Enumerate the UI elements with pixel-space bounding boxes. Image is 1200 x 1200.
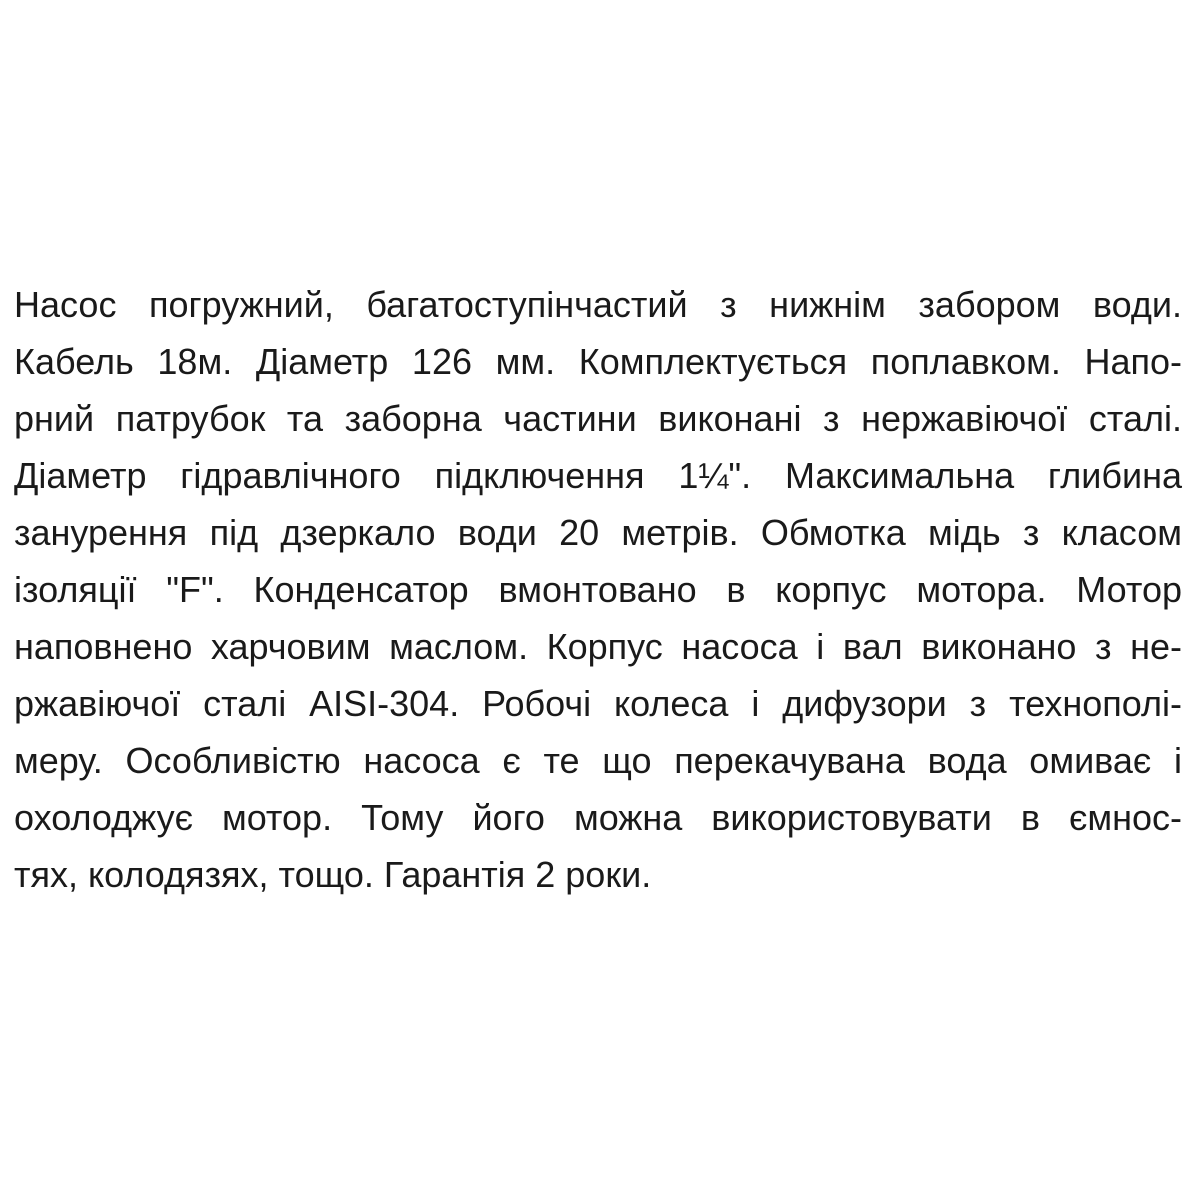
text-line: наповнено харчовим маслом. Корпус насоса і вал виконано з не- — [14, 626, 1182, 667]
text-line: Кабель 18м. Діаметр 126 мм. Комплектується поплавком. Напо- — [14, 341, 1182, 382]
text-line: занурення під дзеркало води 20 метрів. Обмотка мідь з класом — [14, 512, 1182, 553]
text-line: ізоляції "F". Конденсатор вмонтовано в корпус мотора. Мотор — [14, 569, 1182, 610]
text-line: Діаметр гідравлічного підключення 1¼". Максимальна глибина — [14, 455, 1182, 496]
product-description — [14, 276, 1182, 903]
text-line: Насос погружний, багатоступінчастий з нижнім забором води. — [14, 284, 1182, 325]
text-line: охолоджує мотор. Тому його можна використовувати в ємнос- — [14, 797, 1182, 838]
text-line: меру. Особливістю насоса є те що перекачувана вода омиває і — [14, 740, 1182, 781]
text-line: ржавіючої сталі AISI-304. Робочі колеса і дифузори з технополі- — [14, 683, 1182, 724]
text-line: рний патрубок та заборна частини виконані з нержавіючої сталі. — [14, 398, 1182, 439]
text-line: тях, колодязях, тощо. Гарантія 2 роки. — [14, 854, 652, 895]
